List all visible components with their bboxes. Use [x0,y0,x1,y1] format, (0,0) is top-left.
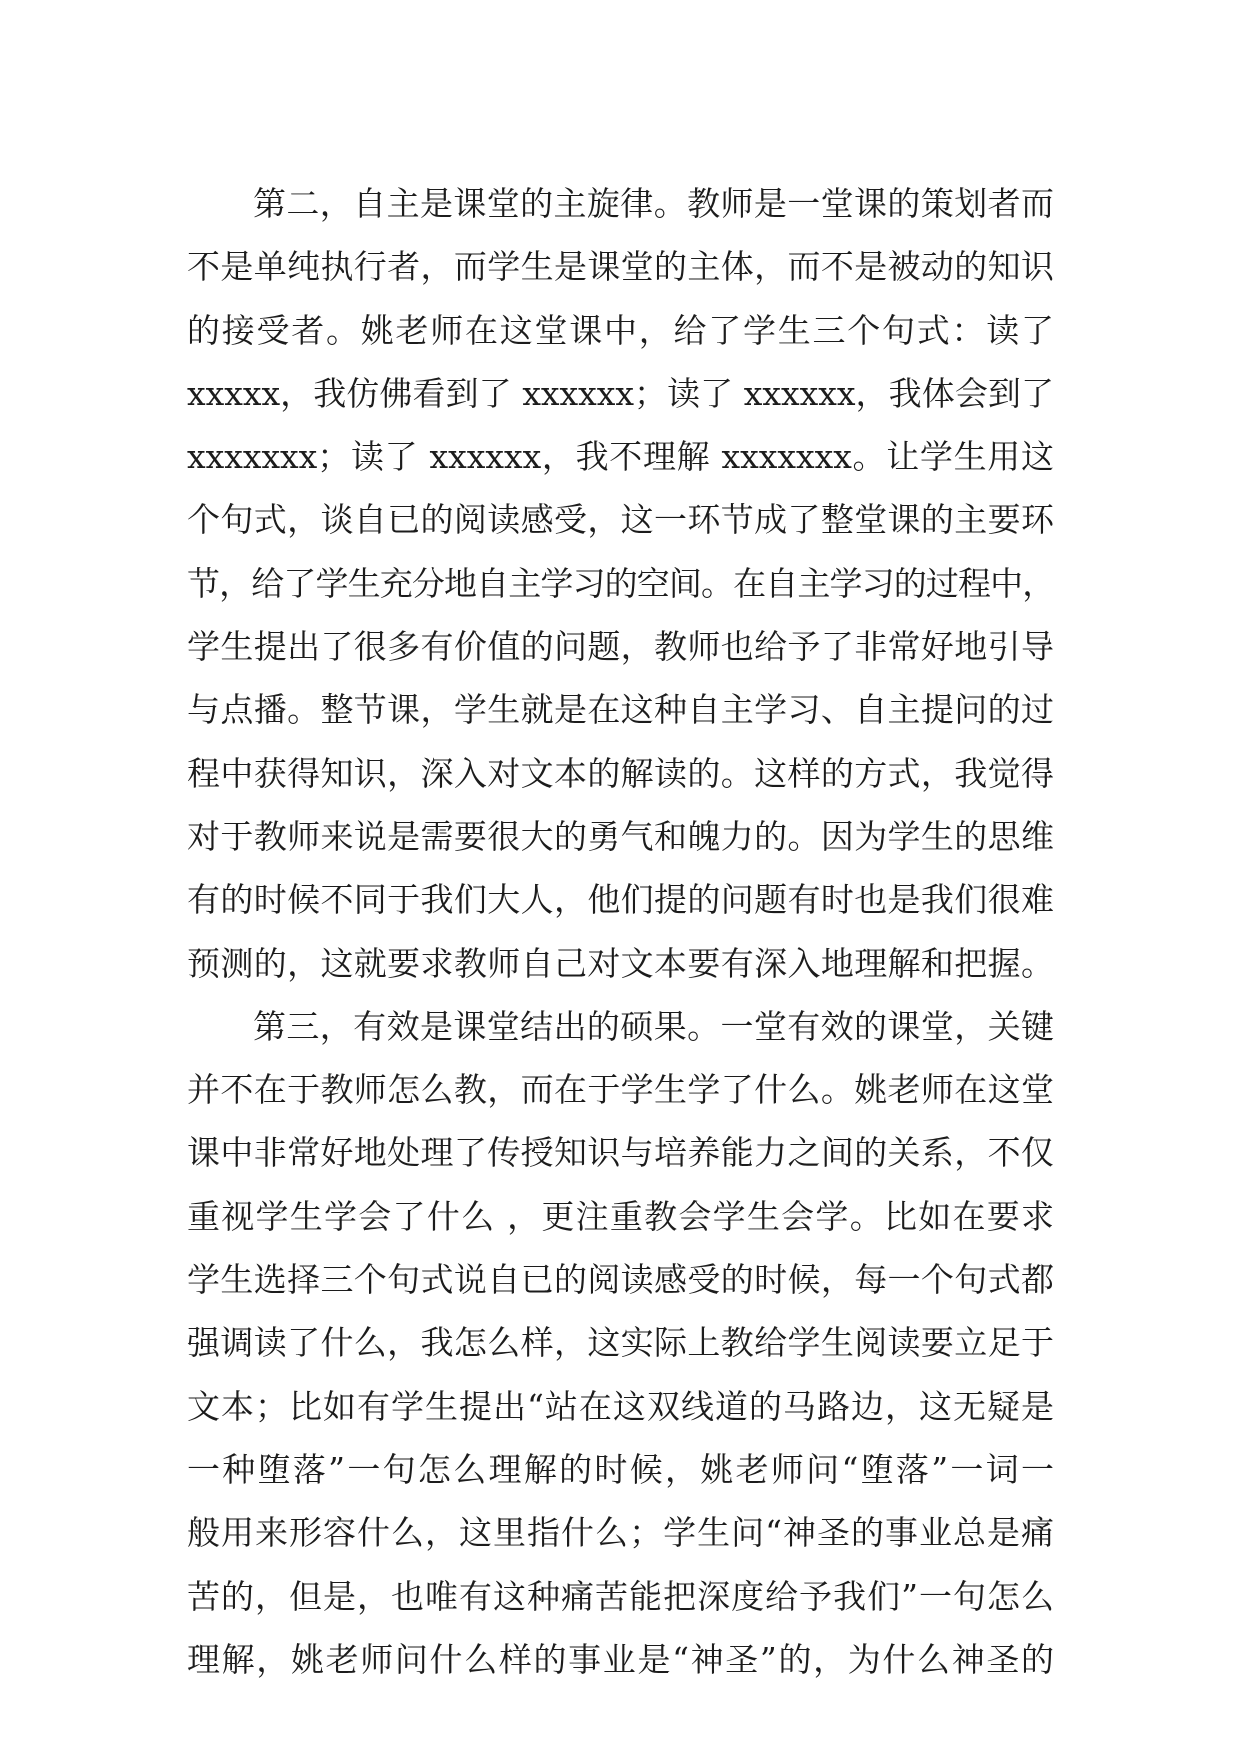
text-line: 不是单纯执行者，而学生是课堂的主体，而不是被动的知识 [187,247,1054,287]
text-line: 课中非常好地处理了传授知识与培养能力之间的关系，不仅 [187,1133,1054,1173]
text-line: xxxxx，我仿佛看到了 xxxxxx；读了 xxxxxx，我体会到了 [187,373,1054,413]
text-line: 学生选择三个句式说自已的阅读感受的时候，每一个句式都 [187,1260,1054,1300]
text-line: 一种堕落”一句怎么理解的时候，姚老师问“堕落”一词一 [187,1449,1054,1489]
text-line: 个句式，谈自已的阅读感受，这一环节成了整堂课的主要环 [187,500,1054,540]
body-text [187,172,1054,1691]
text-line: xxxxxxx；读了 xxxxxx，我不理解 xxxxxxx。让学生用这 [187,437,1054,477]
text-line: 苦的，但是，也唯有这种痛苦能把深度给予我们”一句怎么 [187,1576,1054,1616]
text-line: 有的时候不同于我们大人，他们提的问题有时也是我们很难 [187,880,1054,920]
text-line: 重视学生学会了什么 ，更注重教会学生会学。比如在要求 [187,1196,1054,1236]
text-line: 第二，自主是课堂的主旋律。教师是一堂课的策划者而 [253,184,1054,223]
text-line: 文本；比如有学生提出“站在这双线道的马路边，这无疑是 [187,1386,1054,1426]
text-line: 的接受者。姚老师在这堂课中，给了学生三个句式：读了 [187,310,1054,350]
text-line: 强调读了什么，我怎么样，这实际上教给学生阅读要立足于 [187,1323,1054,1363]
text-line: 节，给了学生充分地自主学习的空间。在自主学习的过程中， [187,563,1054,603]
paragraph-second-point [187,172,1054,995]
text-line: 并不在于教师怎么教，而在于学生学了什么。姚老师在这堂 [187,1070,1054,1110]
text-line: 对于教师来说是需要很大的勇气和魄力的。因为学生的思维 [187,816,1054,856]
text-line: 程中获得知识，深入对文本的解读的。这样的方式，我觉得 [187,753,1054,793]
text-line: 般用来形容什么，这里指什么；学生问“神圣的事业总是痛 [187,1513,1054,1553]
text-line: 学生提出了很多有价值的问题，教师也给予了非常好地引导 [187,627,1054,667]
text-line: 与点播。整节课，学生就是在这种自主学习、自主提问的过 [187,690,1054,730]
text-line: 第三，有效是课堂结出的硕果。一堂有效的课堂，关键 [253,1006,1054,1046]
paragraph-third-point [187,995,1054,1691]
text-line: 理解，姚老师问什么样的事业是“神圣”的，为什么神圣的 [187,1639,1054,1679]
text-line: 预测的，这就要求教师自己对文本要有深入地理解和把握。 [187,943,1054,983]
